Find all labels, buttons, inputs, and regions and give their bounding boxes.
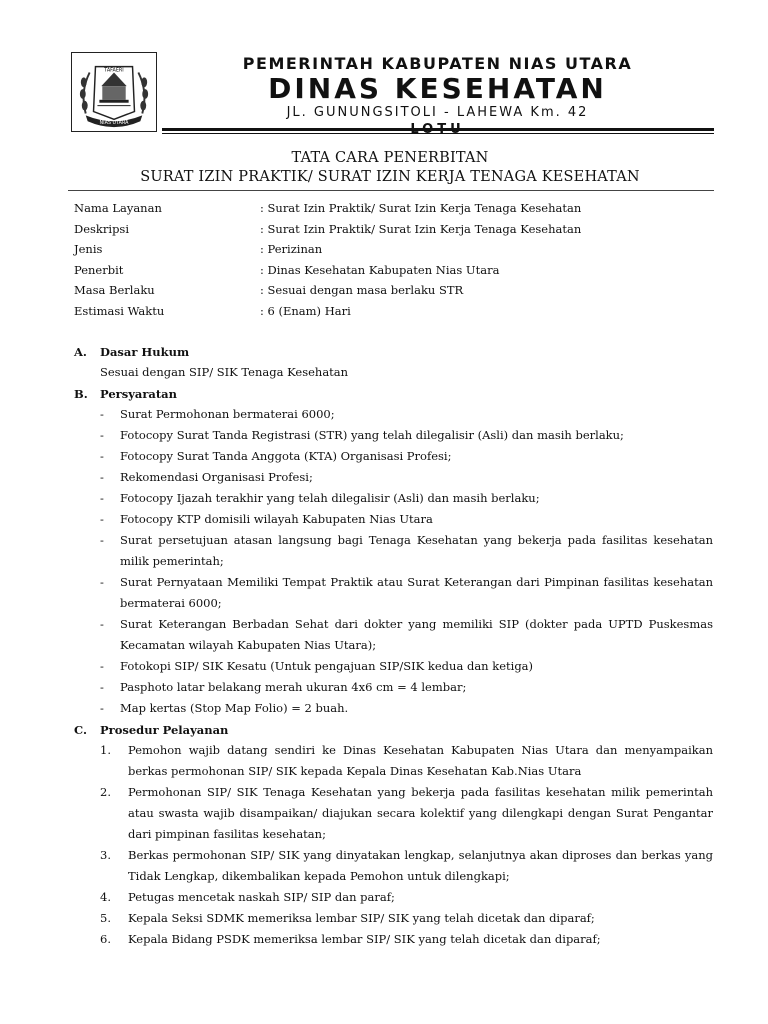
info-value: : Surat Izin Praktik/ Surat Izin Kerja Tenaga Kesehatan [260,221,582,236]
section-letter: C. [74,723,87,737]
list-item: 2. Permohonan SIP/ SIK Tenaga Kesehatan yang bekerja pada fasilitas kesehatan milik pemerintah atau swasta wajib disampaikan/ diajukan secara kolektif yang dilengkapi dengan Surat Pengantar dari pimpinan fasilitas kesehatan; [100,785,713,841]
section-title: Prosedur Pelayanan [100,723,229,737]
info-row [74,219,581,240]
info-row [74,280,581,301]
section-title: Dasar Hukum [100,345,190,359]
info-value: : Perizinan [260,242,323,257]
procedure-list [100,740,713,950]
info-label: Estimasi Waktu [74,303,165,318]
letterhead-rule-thin [162,133,714,134]
service-info-table [74,198,581,322]
list-item: 3. Berkas permohonan SIP/ SIK yang dinyatakan lengkap, selanjutnya akan diproses dan berkas yang Tidak Lengkap, dikembalikan kepada Pemohon untuk dilengkapi; [100,848,713,883]
list-item: - Fotocopy Surat Tanda Registrasi (STR) yang telah dilegalisir (Asli) dan masih berlaku; [100,428,624,442]
document-title-line2: SURAT IZIN PRAKTIK/ SURAT IZIN KERJA TENAGA KESEHATAN [140,169,640,185]
list-item: - Surat persetujuan atasan langsung bagi Tenaga Kesehatan yang bekerja pada fasilitas kesehatan milik pemerintah; [100,533,713,568]
section-letter: B. [74,387,88,401]
list-item: 4. Petugas mencetak naskah SIP/ SIP dan paraf; [100,890,395,904]
list-item: - Pasphoto latar belakang merah ukuran 4x6 cm = 4 lembar; [100,680,467,694]
list-item: 5. Kepala Seksi SDMK memeriksa lembar SIP/ SIK yang telah dicetak dan diparaf; [100,911,595,925]
info-label: Masa Berlaku [74,283,155,298]
section-a-heading [74,342,189,362]
info-label: Jenis [74,242,103,257]
info-row [74,260,581,281]
section-letter: A. [74,345,87,359]
letterhead-government: PEMERINTAH KABUPATEN NIAS UTARA [242,54,633,73]
info-row [74,301,581,322]
section-c-heading [74,720,228,740]
list-item: - Map kertas (Stop Map Folio) = 2 buah. [100,701,349,715]
list-item: - Surat Keterangan Berbadan Sehat dari dokter yang memiliki SIP (dokter pada UPTD Puskesmas Kecamatan wilayah Kabupaten Nias Utara); [100,617,713,652]
info-value: : Surat Izin Praktik/ Surat Izin Kerja Tenaga Kesehatan [260,201,582,215]
letterhead-office: DINAS KESEHATAN [268,72,607,105]
info-value: : Dinas Kesehatan Kabupaten Nias Utara [260,262,500,277]
list-item: - Fotocopy Surat Tanda Anggota (KTA) Organisasi Profesi; [100,449,452,463]
list-item: - Surat Pernyataan Memiliki Tempat Praktik atau Surat Keterangan dari Pimpinan fasilitas kesehatan bermaterai 6000; [100,575,713,610]
section-a-text: Sesuai dengan SIP/ SIK Tenaga Kesehatan [100,365,349,379]
list-item: - Fotocopy Ijazah terakhir yang telah dilegalisir (Asli) dan masih berlaku; [100,491,540,505]
list-item: - Rekomendasi Organisasi Profesi; [100,470,313,484]
list-item: - Fotocopy KTP domisili wilayah Kabupaten Nias Utara [100,512,433,526]
svg-text:TAFAERI: TAFAERI [104,67,124,74]
info-row [74,198,581,219]
list-item: - Fotokopi SIP/ SIK Kesatu (Untuk pengajuan SIP/SIK kedua dan ketiga) [100,659,534,673]
info-label: Deskripsi [74,221,130,236]
list-item: - Surat Permohonan bermaterai 6000; [100,407,335,421]
document-title-line1: TATA CARA PENERBITAN [291,150,489,166]
letterhead-rule-thick [162,128,714,131]
regency-logo [71,52,157,132]
info-value: : 6 (Enam) Hari [260,303,351,318]
list-item: 6. Kepala Bidang PSDK memeriksa lembar SIP/ SIK yang telah dicetak dan diparaf; [100,932,601,946]
regency-emblem-icon [72,53,156,131]
info-label: Nama Layanan [74,201,162,215]
svg-text:NIAS UTARA: NIAS UTARA [99,120,129,127]
title-divider [68,190,714,191]
letterhead [160,54,715,138]
info-label: Penerbit [74,262,124,277]
requirements-list [100,404,713,719]
info-value: : Sesuai dengan masa berlaku STR [260,283,464,298]
section-b-heading [74,384,177,404]
letterhead-address: JL. GUNUNGSITOLI - LAHEWA Km. 42 [286,105,589,120]
info-row [74,239,581,260]
section-title: Persyaratan [100,387,177,401]
list-item: 1. Pemohon wajib datang sendiri ke Dinas Kesehatan Kabupaten Nias Utara dan menyampaikan berkas permohonan SIP/ SIK kepada Kepala Dinas Kesehatan Kab.Nias Utara [100,743,713,778]
